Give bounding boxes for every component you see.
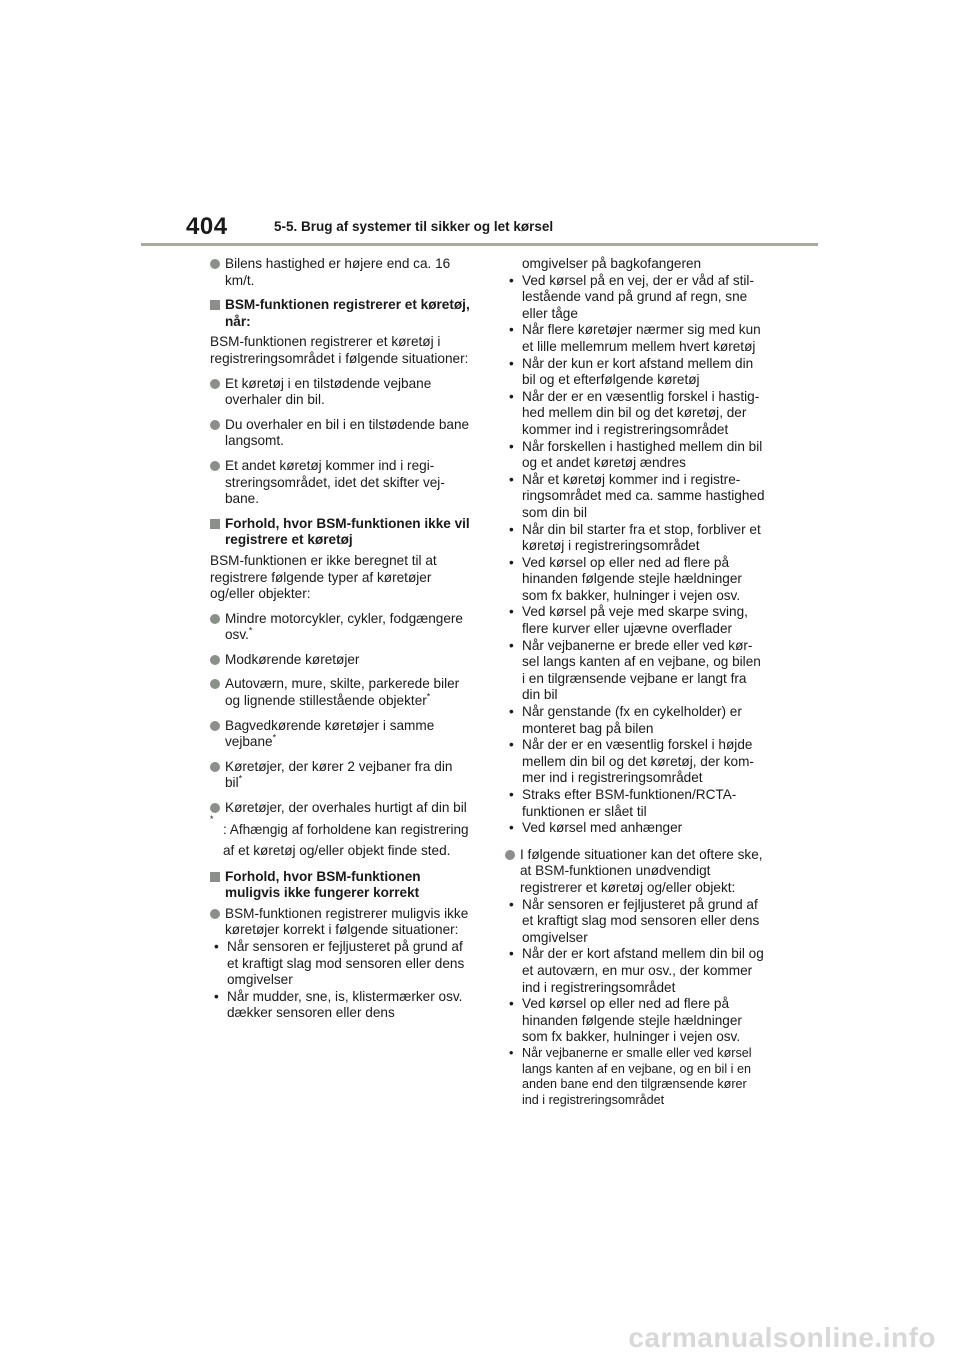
bullet-text: Bagvedkørende køretøjer i samme vejbane [225, 717, 435, 750]
bullet-dot-icon [210, 614, 220, 624]
section-heading [210, 869, 470, 902]
sub-bullet-mark: • [509, 896, 514, 912]
sub-item-text: Når vejbanerne er smalle eller ved kørsel langs kanten af en vejbane, og en bil i en anden bane end den tilgrænsende kører ind i registreringsområdet [522, 1045, 752, 1107]
bullet-dot-icon [210, 679, 220, 689]
sub-item [505, 1046, 765, 1108]
bullet-dot-icon [210, 762, 220, 772]
bullet-dot-icon [210, 655, 220, 665]
sub-item [505, 638, 765, 704]
sub-item [505, 820, 765, 837]
sub-item [505, 996, 765, 1046]
bullet-text: Bilens hastighed er højere end ca. 16 km/t. [225, 256, 451, 288]
sub-item-text: Når mudder, sne, is, klistermærker osv. dækker sensoren eller dens [227, 988, 463, 1021]
sub-item [505, 356, 765, 389]
bullet-item [210, 611, 470, 644]
bullet-dot-icon [210, 909, 220, 919]
right-column [505, 256, 765, 1108]
footnote: * : Afhængig af forholdene kan registrering af et køretøj og/eller objekt finde sted. [210, 813, 469, 858]
bullet-dot-icon [210, 259, 220, 269]
bullet-item [210, 458, 470, 508]
sub-item-text: Når et køretøj kommer ind i registreringsområdet med ca. samme hastighed som din bil [522, 471, 765, 520]
bullet-text: I følgende situationer kan det oftere ske, at BSM-funktionen unødvendigt registrerer et køretøj og/eller objekt: [520, 846, 763, 895]
bullet-item [210, 376, 470, 409]
bullet-text: Køretøjer, der overhales hurtigt af din bil [225, 800, 467, 816]
sub-list [505, 897, 765, 1046]
page-number: 404 [186, 213, 228, 240]
sub-item-text: Når der er en væsentlig forskel i højde mellem din bil og det køretøj, der kommer ind i registreringsområdet [522, 737, 754, 786]
left-column [210, 256, 470, 1022]
sub-item-text: Når flere køretøjer nærmer sig med kun et lille mellemrum mellem hvert køretøj [522, 322, 761, 354]
sub-item-text: Når der er kort afstand mellem din bil og et autoværn, en mur osv., der kommer ind i registreringsområdet [522, 946, 764, 995]
sub-item [505, 322, 765, 355]
bullet-dot-icon [210, 379, 220, 389]
sub-list [505, 273, 765, 837]
sub-item-text: Ved kørsel op eller ned ad flere på hinanden følgende stejle hældninger som fx bakker, hulninger i vejen osv. [522, 996, 742, 1045]
watermark-text: carmanualsonline.info [628, 1322, 936, 1353]
sub-item [210, 989, 470, 1022]
sub-item [505, 897, 765, 947]
sub-item [505, 472, 765, 522]
bullet-text: BSM-funktionen registrerer muligvis ikke køretøjer korrekt i følgende situationer: [225, 905, 469, 938]
sub-item [505, 389, 765, 439]
square-bullet-icon [210, 300, 220, 310]
bullet-text: Modkørende køretøjer [225, 651, 360, 667]
square-bullet-icon [210, 519, 220, 529]
bullet-text: Køretøjer, der kører 2 vejbaner fra din bil [225, 758, 453, 791]
sub-bullet-mark: • [509, 787, 514, 802]
bullet-item [210, 652, 470, 669]
sub-bullet-mark: • [214, 988, 219, 1004]
bullet-item [210, 256, 470, 289]
sub-item-text: Når genstande (fx en cykelholder) er monteret bag på bilen [522, 704, 742, 736]
footnote-ref: * [248, 625, 253, 636]
sub-item [505, 555, 765, 605]
sub-item [505, 704, 765, 737]
sub-bullet-mark: • [509, 996, 514, 1012]
sub-item-text: Ved kørsel på en vej, der er våd af stillestående vand på grund af regn, sne eller tåge [522, 272, 754, 321]
watermark [0, 1308, 960, 1358]
sub-item [505, 946, 765, 996]
bullet-text: Autoværn, mure, skilte, parkerede biler og lignende stillestående objekter [225, 676, 460, 709]
sub-item-text: Ved kørsel op eller ned ad flere på hinanden følgende stejle hældninger som fx bakker, hulninger i vejen osv. [522, 554, 742, 603]
bullet-dot-icon [505, 850, 515, 860]
sub-bullet-mark: • [509, 637, 514, 653]
sub-item-text: Når vejbanerne er brede eller ved kørsel langs kanten af en vejbane, og bilen i en tilgrænsende vejbane er langt fra din bil [522, 637, 761, 703]
sub-item [505, 273, 765, 323]
sub-item-text: Ved kørsel med anhænger [522, 820, 683, 836]
bullet-dot-icon [210, 420, 220, 430]
paragraph: BSM-funktionen registrerer et køretøj i registreringsområdet i følgende situationer: [210, 334, 469, 366]
sub-item-text: Straks efter BSM-funktionen/RCTA-funktionen er slået til [522, 787, 737, 819]
heading-text: Forhold, hvor BSM-funktionen muligvis ikke fungerer korrekt [225, 868, 421, 901]
square-bullet-icon [210, 872, 220, 882]
bullet-item [505, 847, 765, 897]
sub-item [210, 939, 470, 989]
sub-item [505, 439, 765, 472]
footnote-ref: * [272, 732, 277, 743]
sub-item [505, 787, 765, 820]
sub-bullet-mark: • [214, 939, 219, 954]
sub-item-text: Når din bil starter fra et stop, forbliver et køretøj i registreringsområdet [522, 521, 761, 554]
section-title: 5-5. Brug af systemer til sikker og let kørsel [274, 219, 554, 234]
sub-bullet-mark: • [509, 355, 514, 371]
footnote-ref: * [238, 773, 243, 784]
sub-bullet-mark: • [509, 704, 514, 720]
bullet-item [210, 800, 470, 817]
sub-bullet-mark: • [509, 554, 514, 570]
sub-bullet-mark: • [509, 604, 514, 620]
section-heading [210, 297, 470, 330]
header-rule [141, 243, 818, 246]
sub-bullet-mark: • [509, 946, 514, 962]
sub-item-text: Når forskellen i hastighed mellem din bil og et andet køretøj ændres [522, 438, 763, 471]
footnote-text: : Afhængig af forholdene kan registrering af et køretøj og/eller objekt finde sted. [223, 821, 469, 858]
section-heading [210, 516, 470, 549]
sub-item-text: Når sensoren er fejljusteret på grund af et kraftigt slag mod sensoren eller dens omgivelser [522, 896, 760, 945]
sub-bullet-mark: • [509, 1045, 514, 1060]
sub-bullet-mark: • [509, 737, 514, 753]
bullet-dot-icon [210, 721, 220, 731]
sub-bullet-mark: • [509, 322, 514, 338]
sub-bullet-mark: • [509, 272, 514, 288]
sub-bullet-mark: • [509, 471, 514, 487]
bullet-item [210, 718, 470, 751]
bullet-text: Et andet køretøj kommer ind i registreringsområdet, idet det skifter vejbane. [225, 457, 445, 507]
bullet-item [210, 906, 470, 939]
bullet-dot-icon [210, 803, 220, 813]
sub-bullet-mark: • [509, 820, 514, 836]
sub-item [505, 737, 765, 787]
continued-text: omgivelser på bagkofangeren [522, 256, 702, 271]
footnote-ref: * [426, 691, 431, 702]
paragraph: BSM-funktionen er ikke beregnet til at registrere følgende typer af køretøjer og/eller objekter: [210, 552, 437, 602]
bullet-text: Du overhaler en bil i en tilstødende bane langsomt. [225, 416, 470, 449]
sub-bullet-mark: • [509, 388, 514, 404]
sub-item-text: Ved kørsel på veje med skarpe sving, flere kurver eller ujævne overflader [522, 604, 748, 637]
bullet-item [210, 417, 470, 450]
sub-item-text: Når der er en væsentlig forskel i hastighed mellem din bil og det køretøj, der kommer ind i registreringsområdet [522, 388, 760, 437]
heading-text: Forhold, hvor BSM-funktionen ikke vil registrere et køretøj [225, 515, 470, 548]
sub-item-text: Når der kun er kort afstand mellem din bil og et efterfølgende køretøj [522, 355, 754, 388]
bullet-text: Mindre motorcykler, cykler, fodgængere osv. [225, 610, 463, 643]
sub-bullet-mark: • [509, 521, 514, 537]
bullet-item [210, 676, 470, 709]
sub-item-text: Når sensoren er fejljusteret på grund af et kraftigt slag mod sensoren eller dens omgivelser [227, 939, 465, 988]
bullet-text: Et køretøj i en tilstødende vejbane overhaler din bil. [225, 375, 432, 408]
sub-item [505, 522, 765, 555]
heading-text: BSM-funktionen registrerer et køretøj, når: [225, 297, 470, 329]
bullet-item [210, 759, 470, 792]
sub-item [505, 604, 765, 637]
sub-bullet-mark: • [509, 438, 514, 454]
bullet-dot-icon [210, 461, 220, 471]
